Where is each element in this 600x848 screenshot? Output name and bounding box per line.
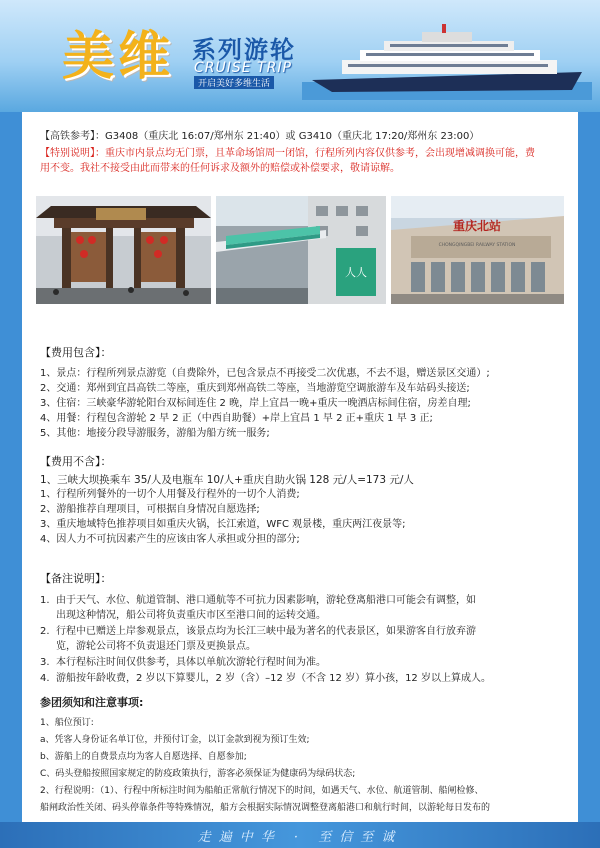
special-note-label: 【特别说明】： [40,148,105,159]
content-sheet [22,112,578,822]
included-item: 2、交通：郑州到宜昌高铁二等座，重庆到郑州高铁二等座，当地游览空调旅游车及车站码头接送; [40,383,470,394]
included-item: 1、景点：行程所列景点游览（自费除外，已包含景点不再接受二次优惠，不去不退，赠送景区交通）; [40,368,490,379]
brand-english: CRUISE TRIP [194,60,292,76]
special-note [40,146,565,176]
notes-title: 【备注说明】： [40,572,112,585]
footer-bar [0,822,600,848]
note-number: 1. [40,595,50,606]
brand-logo: 美维 [62,26,175,87]
included-title: 【费用包含】： [40,346,112,359]
note-line: 行程中已赠送上岸参观景点，该景点均为长江三峡中最为著名的代表景区，如果游客自行放弃游 [56,626,476,637]
monorail-photo [216,196,386,304]
included-item: 3、住宿：三峡豪华游轮阳台双标间连住 2 晚，岸上宜昌一晚+重庆一晚酒店标间住宿，房差自理; [40,398,471,409]
booking-item-c: C、码头登船按照国家规定的防疫政策执行，游客必须保证为健康码为绿码状态; [40,769,356,779]
station-sign: 重庆北站 [452,219,502,233]
included-item: 4、用餐：行程包含游轮 2 早 2 正（中西自助餐）+岸上宜昌 1 早 2 正+重庆 1 早 3 正; [40,413,433,424]
station-sign-en: CHONGQINGBEI RAILWAY STATION [438,243,516,248]
archway-photo [36,196,211,304]
note-line: 由于天气、水位、航道管制、港口通航等不可抗力因素影响，游轮登离船港口可能会有调整，如 [56,595,476,606]
train-reference [40,129,479,144]
footer-slogan: 走遍中华 · 至信至诚 [197,830,403,845]
booking-sub2-line2: 船闸政治性关闭、码头停靠条件等特殊情况，船方会根据实际情况调整登离船港口和航行时间，以游轮每日发布的 [40,803,491,813]
excluded-title: 【费用不含】： [40,455,112,468]
booking-title: 参团须知和注意事项: [40,696,144,709]
booking-item-a: a、凭客人身份证名单订位，并预付订金，以订金款到视为预订生效; [40,735,310,745]
booking-sub2-line1: 2、行程说明：（1）、行程中所标注时间为船舶正常航行情况下的时间，如遇天气、水位、航道管制、船闸检修、 [40,786,484,796]
note-number: 2. [40,626,50,637]
note-line: 游船按年龄收费，2 岁以下算婴儿，2 岁（含）–12 岁（不含 12 岁）算小孩，12 岁以上算成人。 [56,673,491,684]
excluded-item: 3、重庆地域特色推荐项目如重庆火锅，长江索道，WFC 观景楼，重庆两江夜景等; [40,519,406,530]
booking-sub1: 1、船位预订: [40,718,94,728]
header-banner [0,0,600,112]
note-number: 3. [40,657,50,668]
train-value: G3408（重庆北 16:07/郑州东 21:40）或 G3410（重庆北 17:20/郑州东 23:00） [105,131,480,142]
note-line: 览，游轮公司将不负责退还门票及更换景点。 [56,641,256,652]
note-line: 出现这种情况，船公司将负责重庆市区至港口间的运转交通。 [56,610,326,621]
excluded-item: 2、游船推荐自理项目，可根据自身情况自愿选择; [40,504,260,515]
note-line: 本行程标注时间仅供参考，具体以单航次游轮行程时间为准。 [56,657,326,668]
excluded-highlight: 1、三峡大坝换乘车 35/人及电瓶车 10/人+重庆自助火锅 128 元/人=173 元/人 [40,474,414,486]
chongqing-north-station-photo [391,196,564,304]
brand-subtitle: 系列游轮 [192,36,296,64]
included-item: 5、其他：地接分段导游服务，游船为船方统一服务; [40,428,270,439]
excluded-item: 4、因人力不可抗因素产生的应该由客人承担或分担的部分; [40,534,300,545]
note-number: 4. [40,673,50,684]
brand-slogan: 开启美好多维生活 [194,76,274,89]
train-label: 【高铁参考】： [40,131,105,142]
special-note-line2: 用不变。我社不接受由此而带来的任何诉求及额外的赔偿或补偿要求，敬请谅解。 [40,163,400,174]
cruise-ship-illustration [302,22,592,100]
booking-item-b: b、游船上的自费景点均为客人自愿选择、自愿参加; [40,752,247,762]
special-note-line1: 重庆市内景点均无门票，且革命场馆周一闭馆，行程所列内容仅供参考，会出现增减调换可能，费 [105,148,535,159]
shop-sign: 人人 [345,266,367,279]
excluded-item: 1、行程所列餐外的一切个人用餐及行程外的一切个人消费; [40,489,300,500]
